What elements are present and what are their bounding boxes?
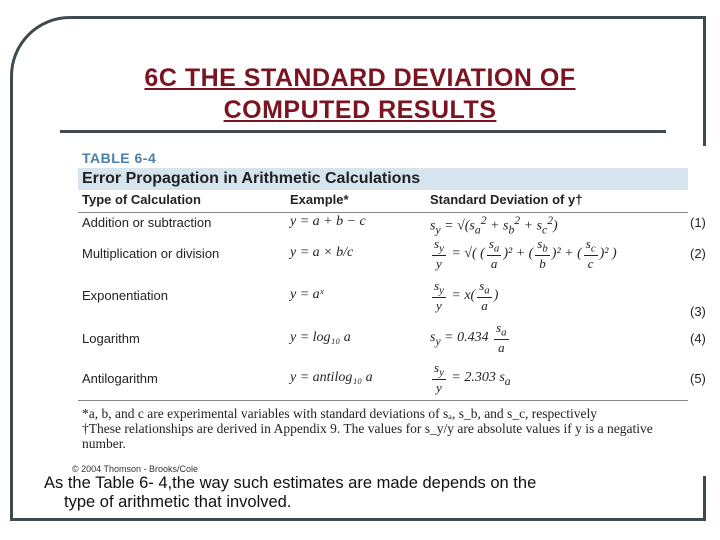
table-row bbox=[78, 360, 706, 398]
table-label: TABLE 6-4 bbox=[82, 150, 157, 166]
footnote-1: *a, b, and c are experimental variables with standard deviations of sₐ, s_b, and s_c, respectively bbox=[82, 406, 598, 421]
copyright-notice: © 2004 Thomson - Brooks/Cole bbox=[72, 464, 199, 474]
row-number: (3) bbox=[690, 304, 706, 319]
row-example: y = log₁₀ a bbox=[290, 330, 351, 345]
table-row bbox=[78, 320, 706, 358]
table-row bbox=[78, 234, 706, 276]
row-sd: $\frac{s_y}{y}$ = √( ( $\frac{s_a}{a}$ )² + ( $\frac{s_b}{b}$ )² + ( $\frac{s_c}{c}$ )² ) bbox=[434, 236, 617, 271]
footnote-2: †These relationships are derived in Appendix 9. The values for s_y/y are absolute values if y is a negative number. bbox=[82, 421, 653, 451]
row-example: y = a + b − c bbox=[290, 214, 366, 229]
row-number: (5) bbox=[690, 371, 706, 386]
row-example: y = a × b/c bbox=[290, 245, 354, 260]
table-row bbox=[78, 278, 706, 319]
table-heading: Error Propagation in Arithmetic Calculations bbox=[82, 170, 421, 187]
column-headers bbox=[78, 190, 688, 213]
title-line-1: 6C THE STANDARD DEVIATION OF bbox=[144, 64, 576, 92]
row-type: Addition or subtraction bbox=[82, 215, 212, 230]
caption-line-1: As the Table 6- 4,the way such estimates are made depends on the bbox=[44, 474, 537, 492]
row-type: Exponentiation bbox=[82, 288, 169, 303]
column-header-example: Example* bbox=[290, 192, 349, 207]
row-type: Antilogarithm bbox=[82, 371, 158, 386]
slide-title bbox=[60, 62, 660, 126]
caption-line-2: type of arithmetic that involved. bbox=[64, 493, 292, 511]
row-type: Logarithm bbox=[82, 331, 140, 346]
row-example: y = antilog₁₀ a bbox=[290, 370, 373, 385]
row-sd: $\frac{s_y}{y}$ = 2.303 $s_a$ bbox=[434, 360, 511, 395]
row-number: (2) bbox=[690, 246, 706, 261]
table-heading-bar bbox=[78, 168, 688, 190]
row-example: y = aˣ bbox=[290, 287, 324, 302]
row-number: (1) bbox=[690, 215, 706, 230]
table-row bbox=[78, 212, 706, 237]
row-type: Multiplication or division bbox=[82, 246, 220, 261]
table-image bbox=[72, 146, 716, 476]
row-sd: $\frac{s_y}{y}$ = x( $\frac{s_a}{a}$ ) bbox=[434, 278, 499, 313]
title-line-2: COMPUTED RESULTS bbox=[223, 96, 497, 124]
row-sd: $s_y = 0.434$ $\frac{s_a}{a}$ bbox=[430, 320, 507, 355]
row-number: (4) bbox=[690, 331, 706, 346]
slide-caption bbox=[44, 474, 694, 512]
table-footnotes bbox=[82, 406, 697, 451]
column-header-type: Type of Calculation bbox=[82, 192, 201, 207]
row-sd: $s_y = √(s_a^2 + s_b^2 + s_c^2)$ bbox=[430, 214, 558, 237]
title-divider bbox=[60, 130, 666, 133]
footnote-divider bbox=[78, 400, 688, 401]
column-header-sd: Standard Deviation of y† bbox=[430, 192, 583, 207]
